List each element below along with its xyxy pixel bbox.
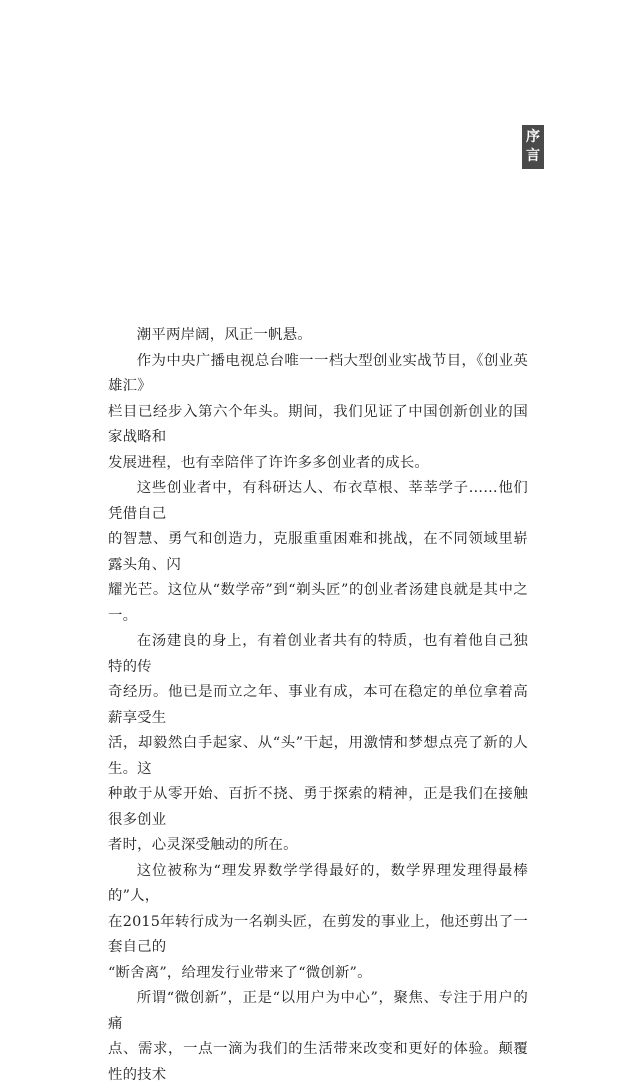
chapter-tab-char-2: 言	[526, 148, 540, 164]
chapter-tab	[522, 125, 544, 169]
paragraph-4: 在汤建良的身上，有着创业者共有的特质，也有着他自己独特的传 奇经历。他已是而立之年、事业有成，本可在稳定的单位拿着高薪享受生 活，却毅然白手起家、从“头”干起，用激情和梦想点亮了新的人生。这 种敢于从零开始、百折不挠、勇于探索的精神，正是我们在接触很多创业 者时，心灵深受触动的所在。	[108, 633, 528, 853]
paragraph-2: 作为中央广播电视总台唯一一档大型创业实战节目，《创业英雄汇》 栏目已经步入第六个年头。期间，我们见证了中国创新创业的国家战略和 发展进程，也有幸陪伴了许许多多创业者的成长。	[108, 352, 528, 471]
paragraph-1: 潮平两岸阔，风正一帆悬。	[136, 327, 312, 343]
paragraph-6: 所谓“微创新”，正是“以用户为中心”，聚焦、专注于用户的痛 点、需求，一点一滴为我们的生活带来改变和更好的体验。颠覆性的技术	[108, 990, 528, 1083]
body-text	[108, 323, 528, 1088]
paragraph-5: 这位被称为“理发界数学学得最好的，数学界理发理得最棒的”人， 在2015年转行成为一名剃头匠，在剪发的事业上，他还剪出了一套自己的 “断舍离”，给理发行业带来了“微创新”。	[108, 862, 528, 981]
chapter-tab-char-1: 序	[526, 129, 540, 145]
paragraph-3: 这些创业者中，有科研达人、布衣草根、莘莘学子……他们凭借自己 的智慧、勇气和创造力，克服重重困难和挑战，在不同领域里崭露头角、闪 耀光芒。这位从“数学帝”到“剃头匠”的创业者汤建良就是其中之一。	[108, 480, 528, 624]
